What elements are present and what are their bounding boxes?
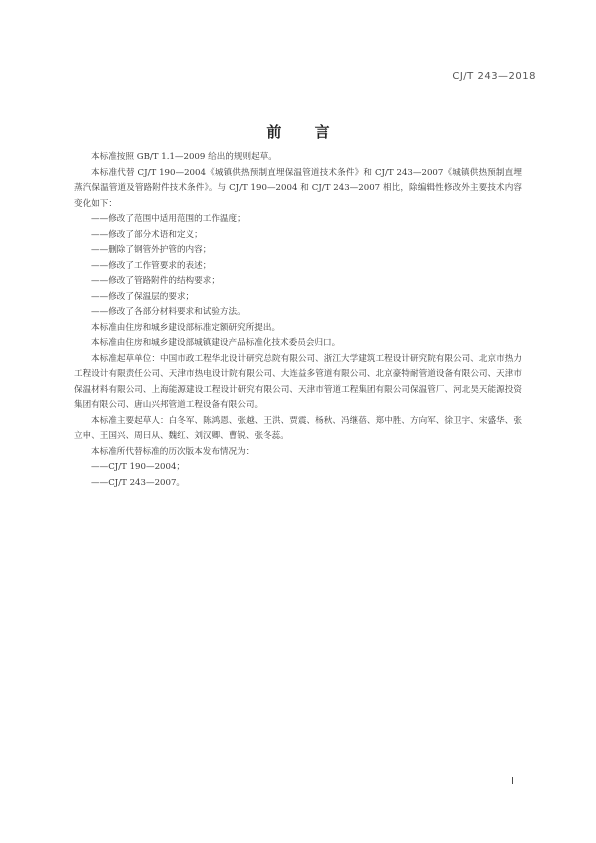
standard-code-header: CJ/T 243—2018 [452,71,536,82]
foreword-body [74,150,522,491]
paragraph-proposer: 本标准由住房和城乡建设部标准定额研究所提出。 [91,322,281,333]
paragraph-administrator: 本标准由住房和城乡建设部城镇建设产品标准化技术委员会归口。 [91,338,341,348]
page-title: 前 言 [266,123,344,141]
paragraph-drafting-organizations: 本标准起草单位：中国市政工程华北设计研究总院有限公司、浙江大学建筑工程设计研究院有限公司、北京市热力工程设计有限责任公司、天津市热电设计院有限公司、大连益多管道有限公司、北京豪特耐管道设备有限公司、天津市保温材料有限公司、上海能源建设工程设计研究有限公司、天津市管道工程集团有限公司保温管厂、河北昊天能源投资集团有限公司、唐山兴邦管道工程设备有限公司。 [74,353,522,410]
paragraph-drafting-rules: 本标准按照 GB/T 1.1—2009 给出的规则起草。 [91,152,277,162]
change-item: ——修改了工作管要求的表述； [91,260,212,271]
change-item: ——修改了各部分材料要求和试验方法。 [91,307,246,317]
paragraph-replacement-statement: 本标准代替 CJ/T 190—2004《城镇供热预制直埋保温管道技术条件》和 CJ/T 243—2007《城镇供热预制直埋蒸汽保温管道及管路附件技术条件》。与 CJ/T 190—2004 和 CJ/T 243—2007 相比，除编辑性修改外主要技术内容变化如下： [74,167,522,209]
change-item: ——删除了钢管外护管的内容； [91,245,212,255]
change-item: ——修改了范围中适用范围的工作温度； [91,214,246,224]
change-item: ——修改了部分术语和定义； [91,229,203,240]
change-item: ——修改了保温层的要求； [91,291,195,302]
paragraph-version-history: 本标准所代替标准的历次版本发布情况为： [91,446,255,457]
previous-version-item: ——CJ/T 243—2007。 [91,477,186,488]
change-item: ——修改了管路附件的结构要求； [91,276,220,286]
page-number: I [511,776,514,787]
previous-version-item: ——CJ/T 190—2004； [91,462,186,472]
paragraph-drafters: 本标准主要起草人：白冬军、陈鸿恩、张越、王洪、贾震、杨秋、冯继蓓、郑中胜、方向军、徐卫宇、宋盛华、张立申、王国兴、周曰从、魏红、刘汉卿、曹锐、张冬蕊。 [74,415,522,441]
